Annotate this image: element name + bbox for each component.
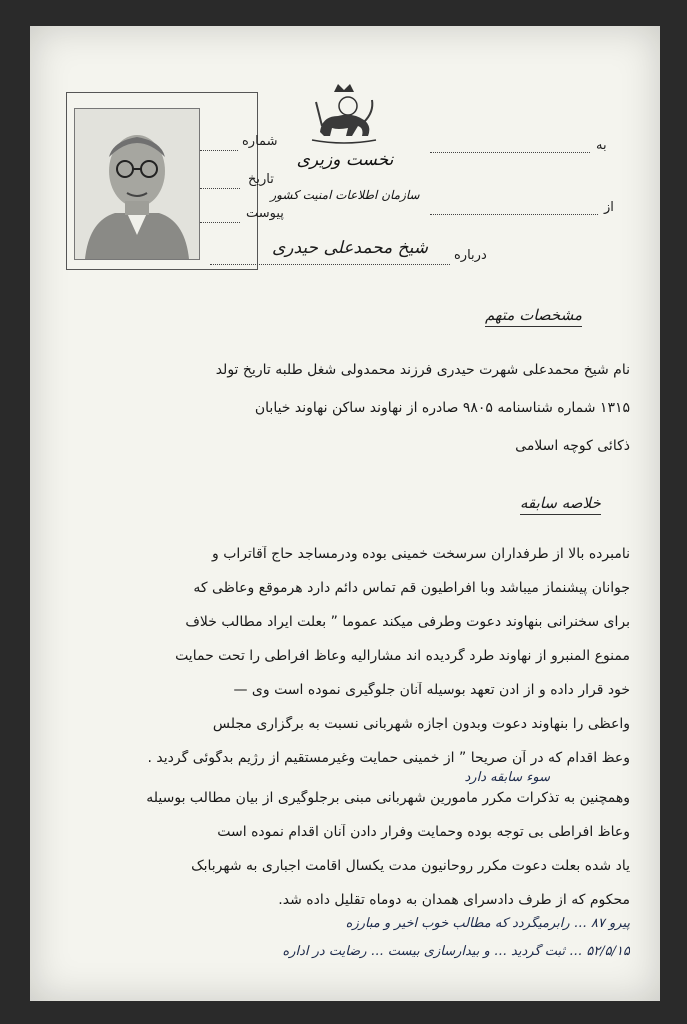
- number-label: شماره: [242, 134, 278, 149]
- from-label: از: [604, 200, 614, 215]
- handwritten-note-2: ۵۲/۵/۱۵ … ثبت گردید … و بیدارسازی بیست … رضایت در اداره: [282, 944, 630, 959]
- subject-label: درباره: [454, 248, 487, 263]
- summary-line-2: جوانان پیشنماز میباشد وبا افراطیون قم تماس دائم دارد هرموقع وعاظی که: [193, 580, 630, 596]
- summary-line-1: نامبرده بالا از طرفداران سرسخت خمینی بوده ودرمساجد حاج آقاتراب و: [211, 546, 630, 562]
- document-page: [30, 26, 660, 1001]
- summary-line-4: ممنوع المنبرو از نهاوند طرد گردیده اند مشارالیه وعاظ افراطی را تحت حمایت: [175, 648, 630, 664]
- handwritten-note-1: پیرو ۸۷ … رابرمیگردد که مطالب خوب اخیر و مبارزه: [345, 916, 630, 931]
- attachment-label: پیوست: [246, 206, 284, 221]
- handwritten-insertion: سوء سابقه دارد: [464, 770, 550, 785]
- profile-line-2: ۱۳۱۵ شماره شناسنامه ۹۸۰۵ صادره از نهاوند ساکن نهاوند خیابان: [254, 400, 630, 416]
- profile-line-1: نام شیخ محمدعلی شهرت حیدری فرزند محمدولی شغل طلبه تاریخ تولد: [215, 362, 630, 378]
- summary-line-7: وعظ اقدام که در آن صریحا ” از خمینی حمایت وغیرمستقیم از رژیم بدگوئی گردید .: [147, 750, 630, 766]
- summary-line-3: برای سخنرانی بنهاوند دعوت وطرفی میکند عموما ” بعلت ایراد مطالب خلاف: [185, 614, 630, 630]
- profile-heading: مشخصات متهم: [485, 306, 582, 327]
- lion-and-sun-emblem: [308, 82, 380, 144]
- to-line: [430, 152, 590, 153]
- to-label: به: [596, 138, 607, 153]
- organization-name: سازمان اطلاعات امنیت کشور: [270, 188, 420, 202]
- attachment-line: [200, 222, 240, 223]
- suspect-photo: [74, 108, 200, 260]
- summary-line-6: واعظی را بنهاوند دعوت وبدون اجازه شهربانی نسبت به برگزاری مجلس: [212, 716, 630, 732]
- number-line: [200, 150, 238, 151]
- from-line: [430, 214, 598, 215]
- summary-heading: خلاصه سابقه: [520, 494, 601, 515]
- date-label: تاریخ: [248, 172, 274, 187]
- summary-line-9: وعاظ افراطی بی توجه بوده وحمایت وفرار دادن آنان اقدام نموده است: [217, 824, 630, 840]
- subject-value: شیخ محمدعلی حیدری: [271, 238, 428, 258]
- date-line: [200, 188, 240, 189]
- summary-line-10: یاد شده بعلت دعوت مکرر روحانیون مدت یکسال اقامت اجباری به شهربابک: [191, 858, 630, 874]
- summary-line-11: محکوم که از طرف دادسرای همدان به دوماه تقلیل داده شد.: [278, 892, 630, 908]
- subject-line: [210, 264, 450, 265]
- summary-line-5: خود قرار داده و از ادن تعهد بوسیله آنان جلوگیری نموده است وی —: [233, 682, 630, 698]
- summary-line-8: وهمچنین به تذکرات مکرر مامورین شهربانی مبنی برجلوگیری از بیان مطالب بوسیله: [146, 790, 630, 806]
- portrait-image: [75, 109, 199, 259]
- ministry-title: نخست وزیری: [296, 150, 394, 170]
- profile-line-3: ذکائی کوچه اسلامی: [515, 438, 630, 454]
